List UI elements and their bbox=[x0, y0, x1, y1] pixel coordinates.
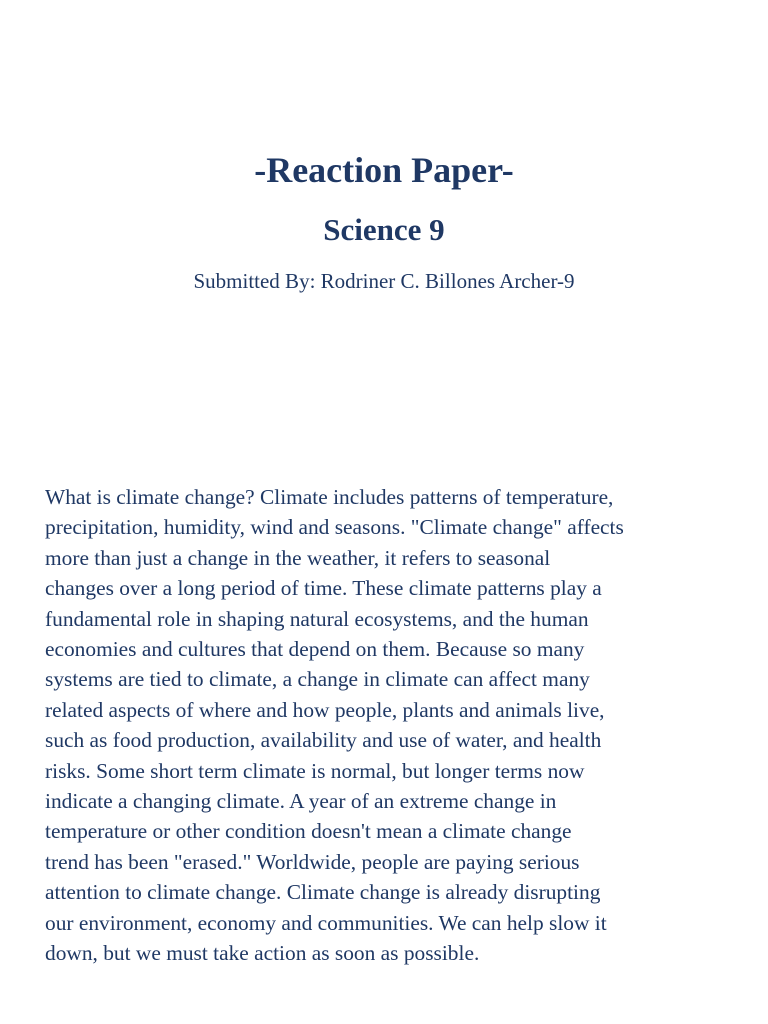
submitted-by-line: Submitted By: Rodriner C. Billones Archer-9 bbox=[193, 269, 575, 293]
body-line: precipitation, humidity, wind and seasons. "Climate change" affects bbox=[45, 515, 624, 540]
body-line: indicate a changing climate. A year of an extreme change in bbox=[45, 789, 557, 814]
body-line: more than just a change in the weather, it refers to seasonal bbox=[45, 545, 551, 570]
body-line: trend has been "erased." Worldwide, people are paying serious bbox=[45, 849, 580, 874]
page-title: -Reaction Paper- bbox=[254, 150, 514, 190]
page-subtitle: Science 9 bbox=[323, 212, 445, 247]
body-line: systems are tied to climate, a change in climate can affect many bbox=[45, 667, 590, 692]
body-line: down, but we must take action as soon as possible. bbox=[45, 941, 480, 966]
body-line: What is climate change? Climate includes patterns of temperature, bbox=[45, 485, 614, 509]
body-line: such as food production, availability and use of water, and health bbox=[45, 728, 602, 753]
body-line: economies and cultures that depend on them. Because so many bbox=[45, 637, 585, 662]
body-paragraph bbox=[45, 482, 735, 969]
body-line: changes over a long period of time. These climate patterns play a bbox=[45, 576, 602, 601]
body-line: our environment, economy and communities. We can help slow it bbox=[45, 910, 607, 935]
body-line: temperature or other condition doesn't mean a climate change bbox=[45, 819, 572, 844]
body-line: related aspects of where and how people, plants and animals live, bbox=[45, 697, 605, 722]
body-line: risks. Some short term climate is normal, but longer terms now bbox=[45, 758, 585, 783]
body-line: attention to climate change. Climate change is already disrupting bbox=[45, 880, 601, 905]
body-line: fundamental role in shaping natural ecosystems, and the human bbox=[45, 606, 589, 631]
